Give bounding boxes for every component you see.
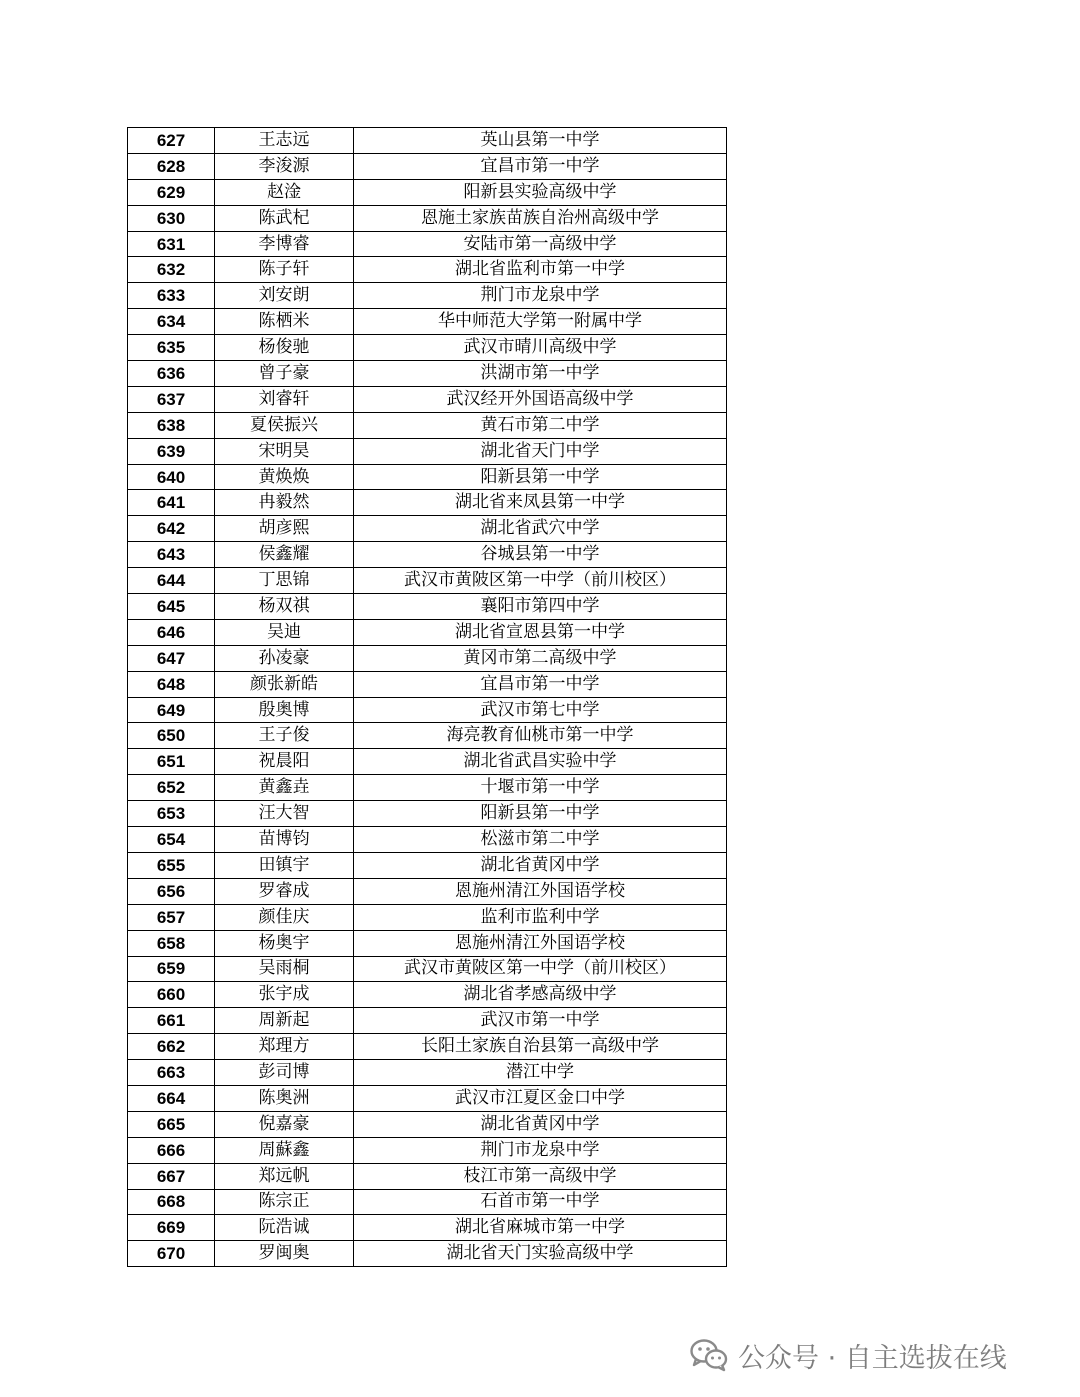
table-row [128, 309, 727, 335]
table-row [128, 1189, 727, 1215]
student-name: 苗博钧 [215, 827, 354, 853]
student-name: 夏侯振兴 [215, 412, 354, 438]
school-name: 湖北省来凤县第一中学 [354, 490, 727, 516]
watermark-text: 公众号 · 自主选拔在线 [738, 1342, 1007, 1374]
student-name: 黄鑫垚 [215, 775, 354, 801]
row-number: 639 [128, 438, 215, 464]
row-number: 640 [128, 464, 215, 490]
student-name: 王子俊 [215, 723, 354, 749]
table-row [128, 1034, 727, 1060]
student-name: 殷奥博 [215, 697, 354, 723]
school-name: 武汉市第七中学 [354, 697, 727, 723]
school-name: 宜昌市第一中学 [354, 153, 727, 179]
table-row [128, 179, 727, 205]
row-number: 666 [128, 1137, 215, 1163]
student-name: 孙凌豪 [215, 645, 354, 671]
student-name: 李博睿 [215, 231, 354, 257]
student-name: 陈宗正 [215, 1189, 354, 1215]
table-row [128, 568, 727, 594]
row-number: 658 [128, 930, 215, 956]
school-name: 湖北省麻城市第一中学 [354, 1215, 727, 1241]
row-number: 636 [128, 361, 215, 387]
school-name: 安陆市第一高级中学 [354, 231, 727, 257]
school-name: 湖北省孝感高级中学 [354, 982, 727, 1008]
table-row [128, 412, 727, 438]
row-number: 642 [128, 516, 215, 542]
student-name: 宋明昊 [215, 438, 354, 464]
school-name: 石首市第一中学 [354, 1189, 727, 1215]
row-number: 645 [128, 594, 215, 620]
school-name: 武汉市江夏区金口中学 [354, 1085, 727, 1111]
table-row [128, 283, 727, 309]
row-number: 647 [128, 645, 215, 671]
school-name: 阳新县第一中学 [354, 464, 727, 490]
student-name: 张宇成 [215, 982, 354, 1008]
student-name: 郑理方 [215, 1034, 354, 1060]
wechat-icon [690, 1338, 728, 1372]
row-number: 660 [128, 982, 215, 1008]
table-row [128, 852, 727, 878]
table-row [128, 1060, 727, 1086]
school-name: 谷城县第一中学 [354, 542, 727, 568]
school-name: 十堰市第一中学 [354, 775, 727, 801]
row-number: 635 [128, 335, 215, 361]
table-row [128, 697, 727, 723]
row-number: 654 [128, 827, 215, 853]
student-name: 侯鑫耀 [215, 542, 354, 568]
table-row [128, 749, 727, 775]
watermark [690, 1335, 1007, 1375]
student-name: 汪大智 [215, 801, 354, 827]
student-name: 赵淦 [215, 179, 354, 205]
student-name: 吴迪 [215, 619, 354, 645]
table-row [128, 153, 727, 179]
table-row [128, 1085, 727, 1111]
student-name: 田镇宇 [215, 852, 354, 878]
row-number: 665 [128, 1111, 215, 1137]
row-number: 667 [128, 1163, 215, 1189]
student-name: 罗睿成 [215, 878, 354, 904]
row-number: 651 [128, 749, 215, 775]
row-number: 646 [128, 619, 215, 645]
table-row [128, 594, 727, 620]
school-name: 湖北省黄冈中学 [354, 852, 727, 878]
row-number: 643 [128, 542, 215, 568]
school-name: 湖北省武昌实验中学 [354, 749, 727, 775]
row-number: 631 [128, 231, 215, 257]
student-name: 刘安朗 [215, 283, 354, 309]
row-number: 649 [128, 697, 215, 723]
table-row [128, 904, 727, 930]
table-row [128, 1111, 727, 1137]
student-name: 王志远 [215, 128, 354, 154]
school-name: 阳新县实验高级中学 [354, 179, 727, 205]
table-row [128, 671, 727, 697]
school-name: 黄石市第二中学 [354, 412, 727, 438]
row-number: 641 [128, 490, 215, 516]
table-row [128, 930, 727, 956]
table-row [128, 827, 727, 853]
student-name: 陈子轩 [215, 257, 354, 283]
student-name: 冉毅然 [215, 490, 354, 516]
row-number: 630 [128, 205, 215, 231]
student-name: 郑远帆 [215, 1163, 354, 1189]
row-number: 670 [128, 1241, 215, 1267]
student-name: 胡彦熙 [215, 516, 354, 542]
student-name: 祝晨阳 [215, 749, 354, 775]
table-row [128, 128, 727, 154]
table-row [128, 1008, 727, 1034]
table-row [128, 490, 727, 516]
row-number: 632 [128, 257, 215, 283]
school-name: 襄阳市第四中学 [354, 594, 727, 620]
table-row [128, 361, 727, 387]
school-name: 黄冈市第二高级中学 [354, 645, 727, 671]
table-row [128, 205, 727, 231]
student-name: 周新起 [215, 1008, 354, 1034]
student-name: 刘睿轩 [215, 386, 354, 412]
table-row [128, 1215, 727, 1241]
student-name: 杨俊驰 [215, 335, 354, 361]
table-row [128, 386, 727, 412]
student-name: 黄焕焕 [215, 464, 354, 490]
row-number: 638 [128, 412, 215, 438]
school-name: 湖北省武穴中学 [354, 516, 727, 542]
student-name: 周蘇鑫 [215, 1137, 354, 1163]
row-number: 657 [128, 904, 215, 930]
school-name: 荆门市龙泉中学 [354, 283, 727, 309]
student-name: 陈奥洲 [215, 1085, 354, 1111]
school-name: 宜昌市第一中学 [354, 671, 727, 697]
student-name: 丁思锦 [215, 568, 354, 594]
table-row [128, 1163, 727, 1189]
school-name: 武汉市黄陂区第一中学（前川校区） [354, 568, 727, 594]
school-name: 武汉经开外国语高级中学 [354, 386, 727, 412]
table-row [128, 878, 727, 904]
row-number: 663 [128, 1060, 215, 1086]
row-number: 653 [128, 801, 215, 827]
school-name: 荆门市龙泉中学 [354, 1137, 727, 1163]
row-number: 669 [128, 1215, 215, 1241]
school-name: 松滋市第二中学 [354, 827, 727, 853]
row-number: 629 [128, 179, 215, 205]
school-name: 监利市监利中学 [354, 904, 727, 930]
school-name: 恩施土家族苗族自治州高级中学 [354, 205, 727, 231]
table-row [128, 542, 727, 568]
student-name: 陈栖米 [215, 309, 354, 335]
row-number: 634 [128, 309, 215, 335]
school-name: 潜江中学 [354, 1060, 727, 1086]
row-number: 628 [128, 153, 215, 179]
row-number: 637 [128, 386, 215, 412]
table-row [128, 982, 727, 1008]
student-name: 颜张新皓 [215, 671, 354, 697]
roster-table-container [127, 127, 727, 1267]
row-number: 661 [128, 1008, 215, 1034]
table-row [128, 231, 727, 257]
table-row [128, 645, 727, 671]
school-name: 恩施州清江外国语学校 [354, 878, 727, 904]
school-name: 湖北省天门实验高级中学 [354, 1241, 727, 1267]
table-row [128, 1241, 727, 1267]
row-number: 633 [128, 283, 215, 309]
row-number: 652 [128, 775, 215, 801]
row-number: 664 [128, 1085, 215, 1111]
row-number: 655 [128, 852, 215, 878]
student-name: 阮浩诚 [215, 1215, 354, 1241]
school-name: 湖北省监利市第一中学 [354, 257, 727, 283]
student-name: 曾子豪 [215, 361, 354, 387]
student-name: 倪嘉豪 [215, 1111, 354, 1137]
school-name: 武汉市第一中学 [354, 1008, 727, 1034]
school-name: 恩施州清江外国语学校 [354, 930, 727, 956]
row-number: 668 [128, 1189, 215, 1215]
school-name: 湖北省黄冈中学 [354, 1111, 727, 1137]
student-name: 罗闽奥 [215, 1241, 354, 1267]
row-number: 648 [128, 671, 215, 697]
student-name: 彭司博 [215, 1060, 354, 1086]
table-row [128, 257, 727, 283]
student-name: 陈武杞 [215, 205, 354, 231]
school-name: 英山县第一中学 [354, 128, 727, 154]
student-name: 杨双祺 [215, 594, 354, 620]
school-name: 长阳土家族自治县第一高级中学 [354, 1034, 727, 1060]
table-row [128, 775, 727, 801]
table-row [128, 464, 727, 490]
student-name: 颜佳庆 [215, 904, 354, 930]
table-row [128, 438, 727, 464]
school-name: 武汉市晴川高级中学 [354, 335, 727, 361]
row-number: 656 [128, 878, 215, 904]
row-number: 662 [128, 1034, 215, 1060]
school-name: 武汉市黄陂区第一中学（前川校区） [354, 956, 727, 982]
school-name: 湖北省天门中学 [354, 438, 727, 464]
roster-table-body [128, 128, 727, 1267]
table-row [128, 619, 727, 645]
school-name: 华中师范大学第一附属中学 [354, 309, 727, 335]
row-number: 659 [128, 956, 215, 982]
table-row [128, 335, 727, 361]
table-row [128, 723, 727, 749]
school-name: 阳新县第一中学 [354, 801, 727, 827]
table-row [128, 1137, 727, 1163]
school-name: 枝江市第一高级中学 [354, 1163, 727, 1189]
row-number: 627 [128, 128, 215, 154]
table-row [128, 516, 727, 542]
school-name: 湖北省宣恩县第一中学 [354, 619, 727, 645]
school-name: 洪湖市第一中学 [354, 361, 727, 387]
student-name: 李浚源 [215, 153, 354, 179]
student-name: 吴雨桐 [215, 956, 354, 982]
table-row [128, 956, 727, 982]
school-name: 海亮教育仙桃市第一中学 [354, 723, 727, 749]
row-number: 644 [128, 568, 215, 594]
student-name: 杨奥宇 [215, 930, 354, 956]
roster-table [127, 127, 727, 1267]
row-number: 650 [128, 723, 215, 749]
table-row [128, 801, 727, 827]
